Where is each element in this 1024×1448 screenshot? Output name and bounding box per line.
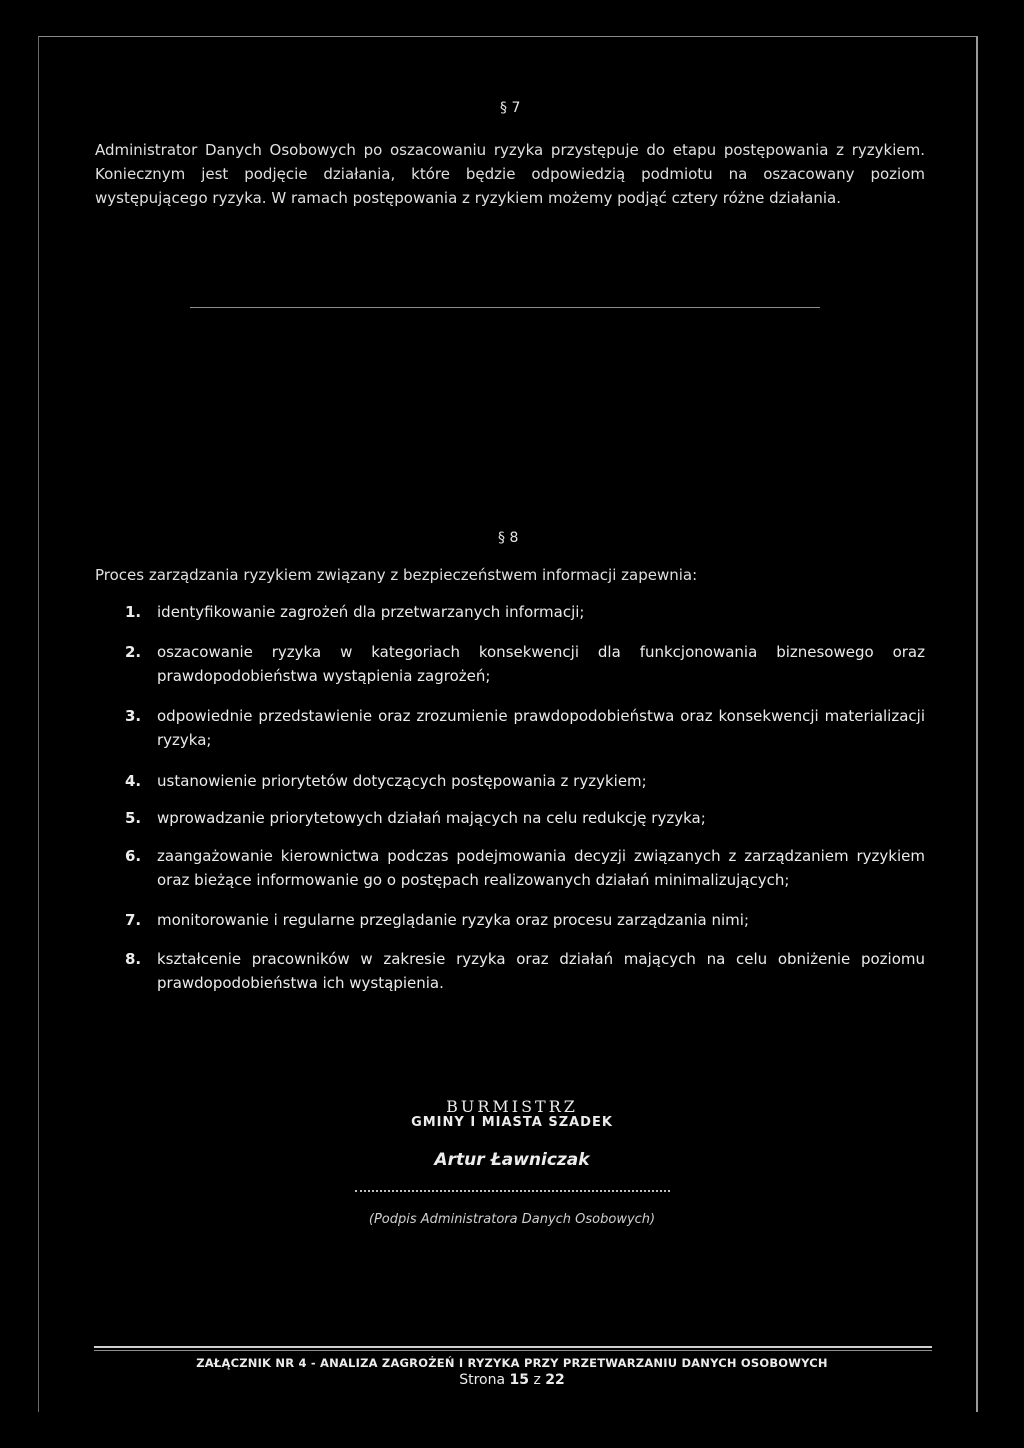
list-item-number: 7. (125, 911, 142, 929)
page-total: 22 (545, 1372, 565, 1388)
list-item-number: 3. (125, 707, 142, 725)
list-item-text: kształcenie pracowników w zakresie ryzyka oraz działań mających na celu obniżenie poziomu prawdopodobieństwa ich wystąpienia. (157, 950, 925, 992)
footer-title: ZAŁĄCZNIK NR 4 - ANALIZA ZAGROŻEŃ I RYZYKA PRZY PRZETWARZANIU DANYCH OSOBOWYCH (196, 1356, 828, 1370)
section-8-heading: § 8 (498, 530, 519, 546)
page-separator: z (533, 1372, 541, 1388)
list-item-number: 5. (125, 809, 142, 827)
stamp-title: BURMISTRZ (446, 1097, 578, 1116)
section-7-heading: § 7 (500, 100, 521, 116)
list-item-number: 2. (125, 643, 142, 661)
list-item-number: 1. (125, 603, 142, 621)
list-item-text: ustanowienie priorytetów dotyczących postępowania z ryzykiem; (157, 772, 647, 790)
page-current: 15 (509, 1372, 530, 1388)
list-item-number: 6. (125, 847, 142, 865)
footer-divider-thin (94, 1350, 932, 1351)
list-item-text: oszacowanie ryzyka w kategoriach konsekwencji dla funkcjonowania biznesowego oraz prawdopodobieństwa wystąpienia zagrożeń; (157, 643, 925, 685)
page-label: Strona (459, 1372, 506, 1388)
stamp-subtitle: GMINY I MIASTA SZADEK (411, 1115, 613, 1130)
page-number (0, 1372, 1024, 1388)
list-item-text: odpowiednie przedstawienie oraz zrozumienie prawdopodobieństwa oraz konsekwencji materializacji ryzyka; (157, 707, 925, 749)
signature-caption: (Podpis Administratora Danych Osobowych) (368, 1212, 656, 1227)
section-7-paragraph: Administrator Danych Osobowych po oszacowaniu ryzyka przystępuje do etapu postępowania z ryzykiem. Koniecznym jest podjęcie działania, które będzie odpowiedzią podmiotu na oszacowany poziom występującego ryzyka. W ramach postępowania z ryzykiem możemy podjąć cztery różne działania. (95, 141, 925, 207)
signature-dotted-line (355, 1190, 670, 1192)
footer-divider (94, 1346, 932, 1348)
list-item-text: identyfikowanie zagrożeń dla przetwarzanych informacji; (157, 603, 585, 621)
list-item-text: monitorowanie i regularne przeglądanie ryzyka oraz procesu zarządzania nimi; (157, 911, 750, 929)
list-item-text: zaangażowanie kierownictwa podczas podejmowania decyzji związanych z zarządzaniem ryzykiem oraz bieżące informowanie go o postępach realizowanych działań minimalizujących; (157, 847, 925, 889)
handwritten-signature: Artur Ławniczak (434, 1150, 590, 1170)
list-item-text: wprowadzanie priorytetowych działań mających na celu redukcję ryzyka; (157, 809, 706, 827)
list-item-number: 4. (125, 772, 142, 790)
divider-line (190, 307, 820, 308)
section-8-intro: Proces zarządzania ryzykiem związany z bezpieczeństwem informacji zapewnia: (95, 566, 698, 584)
list-item-number: 8. (125, 950, 142, 968)
